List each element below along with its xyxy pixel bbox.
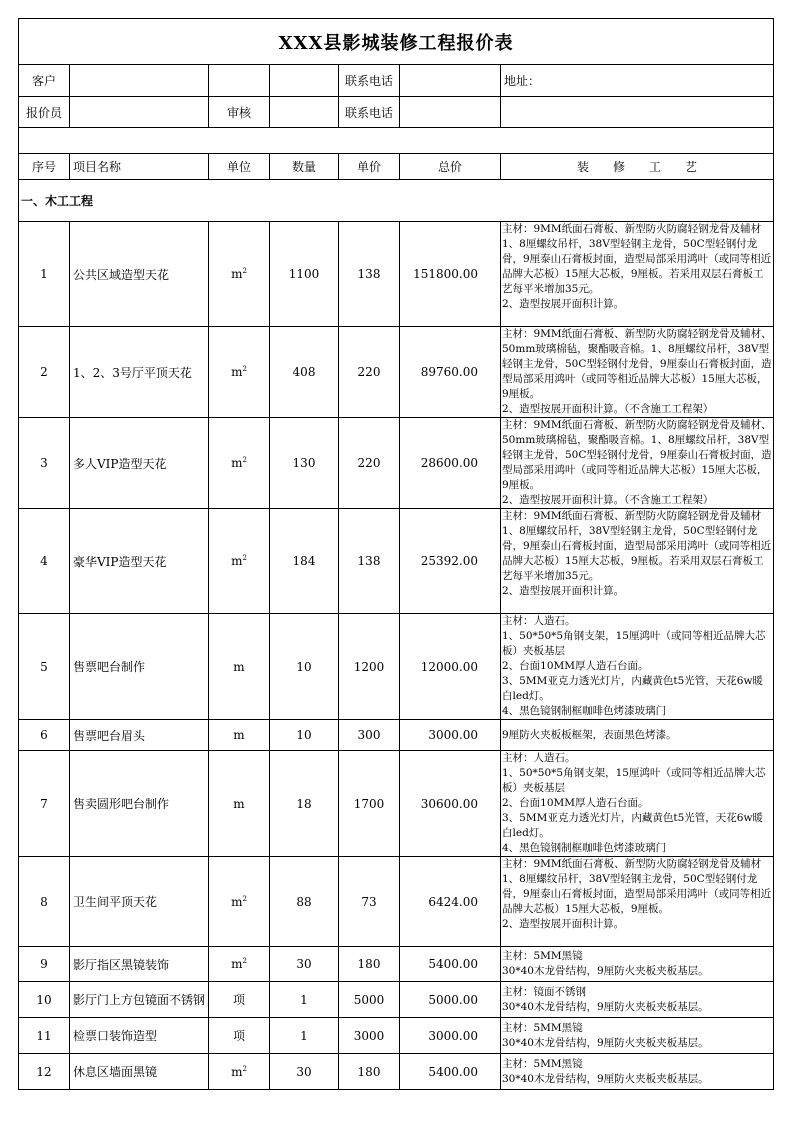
row-no: 9 xyxy=(19,947,70,982)
row-qty: 1 xyxy=(270,1018,339,1054)
row-price: 220 xyxy=(339,418,400,509)
row-name: 休息区墙面黑镜 xyxy=(70,1054,209,1090)
address-label: 地址： xyxy=(501,65,774,97)
table-row xyxy=(19,857,774,947)
row-total: 6424.00 xyxy=(400,857,501,947)
row-craft: 主材：5MM黑镜 30*40木龙骨结构，9厘防火夹板夹板基层。 xyxy=(501,947,774,982)
row-no: 4 xyxy=(19,509,70,614)
unit-superscript: 2 xyxy=(242,957,247,965)
customer-label: 客户 xyxy=(19,65,70,97)
header-name: 项目名称 xyxy=(70,154,209,180)
row-no: 8 xyxy=(19,857,70,947)
row-qty: 184 xyxy=(270,509,339,614)
quoter-value[interactable] xyxy=(70,97,209,128)
row-unit: $m^2$ xyxy=(209,947,270,982)
row-name: 多人VIP造型天花 xyxy=(70,418,209,509)
row-no: 6 xyxy=(19,720,70,751)
row-craft: 主材：9MM纸面石膏板、新型防火防腐轻钢龙骨及辅材 1、8厘螺纹吊杆，38V型轻钢主龙骨，50C型轻钢付龙骨，9厘泰山石膏板封面，造型局部采用鸿叶（或同等相近品牌大芯板）15厘大芯板，9厘板。 2、造型按展开面积计算。 xyxy=(501,857,774,947)
row-unit: 项 xyxy=(209,1018,270,1054)
row-price: 220 xyxy=(339,327,400,418)
row-craft: 主材：9MM纸面石膏板、新型防火防腐轻钢龙骨及辅材 1、8厘螺纹吊杆，38V型轻钢主龙骨，50C型轻钢付龙骨，9厘泰山石膏板封面，造型局部采用鸿叶（或同等相近品牌大芯板）15厘大芯板，9厘板。若采用双层石膏板工艺每平米增加35元。 2、造型按展开面积计算。 xyxy=(501,222,774,327)
row-craft: 主材：人造石。 1、50*50*5角钢支架，15厘鸿叶（或同等相近品牌大芯板）夹板基层 2、台面10MM厚人造石台面。 3、5MM亚克力透光灯片，内藏黄色t5光管，天花6w暖白led灯。 4、黑色镜钢制框咖啡色烤漆玻璃门 xyxy=(501,614,774,720)
quotation-sheet xyxy=(18,18,773,1090)
header-craft: 装 修 工 艺 xyxy=(501,154,774,180)
table-row xyxy=(19,614,774,720)
row-name: 售票吧台眉头 xyxy=(70,720,209,751)
phone-label-2: 联系电话 xyxy=(339,97,400,128)
row-price: 1200 xyxy=(339,614,400,720)
unit-superscript: 2 xyxy=(242,894,247,903)
row-unit: m xyxy=(209,751,270,857)
row-craft: 主材：镜面不锈钢 30*40木龙骨结构，9厘防火夹板夹板基层。 xyxy=(501,982,774,1018)
row-craft: 9厘防火夹板板框架，表面黑色烤漆。 xyxy=(501,720,774,751)
table-row xyxy=(19,1018,774,1054)
unit-superscript: 2 xyxy=(242,267,247,275)
row-no: 5 xyxy=(19,614,70,720)
row-unit: 项 xyxy=(209,982,270,1018)
row-no: 10 xyxy=(19,982,70,1018)
table-row xyxy=(19,222,774,327)
review-label: 审核 xyxy=(209,97,270,128)
table-row xyxy=(19,509,774,614)
row-unit: $m^2$ xyxy=(209,857,270,947)
row-unit: m xyxy=(209,614,270,720)
header-no: 序号 xyxy=(19,154,70,180)
row-qty: 88 xyxy=(270,857,339,947)
phone-label: 联系电话 xyxy=(339,65,400,97)
phone-value-2[interactable] xyxy=(400,97,501,128)
row-total: 30600.00 xyxy=(400,751,501,857)
row-price: 3000 xyxy=(339,1018,400,1054)
row-name: 公共区域造型天花 xyxy=(70,222,209,327)
row-no: 1 xyxy=(19,222,70,327)
spacer-row xyxy=(19,128,774,154)
header-price: 单价 xyxy=(339,154,400,180)
unit-superscript: 2 xyxy=(242,554,247,562)
row-name: 1、2、3号厅平顶天花 xyxy=(70,327,209,418)
row-craft: 主材：9MM纸面石膏板、新型防火防腐轻钢龙骨及辅材、50mm玻璃棉毡，聚酯吸音棉。1、8厘螺纹吊杆，38V型轻钢主龙骨，50C型轻钢付龙骨，9厘泰山石膏板封面，造型局部采用鸿叶（或同等相近品牌大芯板）15厘大芯板，9厘板。 2、造型按展开面积计算。（不含施工工程架） xyxy=(501,418,774,509)
row-craft: 主材：人造石。 1、50*50*5角钢支架，15厘鸿叶（或同等相近品牌大芯板）夹板基层 2、台面10MM厚人造石台面。 3、5MM亚克力透光灯片，内藏黄色t5光管，天花6w暖白led灯。 4、黑色镜钢制框咖啡色烤漆玻璃门 xyxy=(501,751,774,857)
row-qty: 10 xyxy=(270,720,339,751)
row-qty: 1 xyxy=(270,982,339,1018)
table-row xyxy=(19,751,774,857)
customer-extra[interactable] xyxy=(209,65,270,97)
row-total: 25392.00 xyxy=(400,509,501,614)
row-name: 豪华VIP造型天花 xyxy=(70,509,209,614)
row-qty: 30 xyxy=(270,947,339,982)
row-no: 7 xyxy=(19,751,70,857)
header-total: 总价 xyxy=(400,154,501,180)
row-total: 151800.00 xyxy=(400,222,501,327)
row-price: 73 xyxy=(339,857,400,947)
row-name: 售票吧台制作 xyxy=(70,614,209,720)
row-name: 影厅指区黑镜装饰 xyxy=(70,947,209,982)
table-row xyxy=(19,1054,774,1090)
unit-superscript: 2 xyxy=(242,456,247,464)
row-qty: 18 xyxy=(270,751,339,857)
table-row xyxy=(19,982,774,1018)
row-price: 138 xyxy=(339,509,400,614)
row-price: 180 xyxy=(339,1054,400,1090)
address-value[interactable] xyxy=(501,97,774,128)
phone-value[interactable] xyxy=(400,65,501,97)
row-unit: m xyxy=(209,720,270,751)
row-total: 3000.00 xyxy=(400,1018,501,1054)
table-row xyxy=(19,327,774,418)
row-craft: 主材：9MM纸面石膏板、新型防火防腐轻钢龙骨及辅材、50mm玻璃棉毡，聚酯吸音棉。1、8厘螺纹吊杆，38V型轻钢主龙骨，50C型轻钢付龙骨，9厘泰山石膏板封面，造型局部采用鸿叶（或同等相近品牌大芯板）15厘大芯板，9厘板。 2、造型按展开面积计算。（不含施工工程架） xyxy=(501,327,774,418)
row-unit: $m^2$ xyxy=(209,1054,270,1090)
row-qty: 10 xyxy=(270,614,339,720)
row-total: 5400.00 xyxy=(400,1054,501,1090)
row-price: 5000 xyxy=(339,982,400,1018)
row-no: 2 xyxy=(19,327,70,418)
row-no: 12 xyxy=(19,1054,70,1090)
table-row xyxy=(19,418,774,509)
row-unit: $m^2$ xyxy=(209,327,270,418)
row-craft: 主材：5MM黑镜 30*40木龙骨结构，9厘防火夹板夹板基层。 xyxy=(501,1018,774,1054)
row-qty: 30 xyxy=(270,1054,339,1090)
row-price: 1700 xyxy=(339,751,400,857)
row-total: 5400.00 xyxy=(400,947,501,982)
row-qty: 130 xyxy=(270,418,339,509)
quotation-table xyxy=(18,18,774,1090)
row-qty: 408 xyxy=(270,327,339,418)
customer-extra-2[interactable] xyxy=(270,65,339,97)
row-price: 138 xyxy=(339,222,400,327)
row-name: 卫生间平顶天花 xyxy=(70,857,209,947)
customer-value[interactable] xyxy=(70,65,209,97)
row-qty: 1100 xyxy=(270,222,339,327)
row-price: 180 xyxy=(339,947,400,982)
header-unit: 单位 xyxy=(209,154,270,180)
row-name: 售卖圆形吧台制作 xyxy=(70,751,209,857)
unit-superscript: 2 xyxy=(242,365,247,373)
table-row xyxy=(19,947,774,982)
section-title: 一、木工工程 xyxy=(19,180,774,222)
page-title: XXX县影城装修工程报价表 xyxy=(19,19,774,65)
row-total: 89760.00 xyxy=(400,327,501,418)
row-no: 3 xyxy=(19,418,70,509)
row-price: 300 xyxy=(339,720,400,751)
row-unit: $m^2$ xyxy=(209,418,270,509)
row-total: 28600.00 xyxy=(400,418,501,509)
row-craft: 主材：9MM纸面石膏板、新型防火防腐轻钢龙骨及辅材 1、8厘螺纹吊杆，38V型轻钢主龙骨，50C型轻钢付龙骨，9厘泰山石膏板封面，造型局部采用鸿叶（或同等相近品牌大芯板）15厘大芯板，9厘板。若采用双层石膏板工艺每平米增加35元。 2、造型按展开面积计算。 xyxy=(501,509,774,614)
header-qty: 数量 xyxy=(270,154,339,180)
row-no: 11 xyxy=(19,1018,70,1054)
row-name: 检票口装饰造型 xyxy=(70,1018,209,1054)
row-name: 影厅门上方包镜面不锈钢 xyxy=(70,982,209,1018)
row-craft: 主材：5MM黑镜 30*40木龙骨结构，9厘防火夹板夹板基层。 xyxy=(501,1054,774,1090)
unit-superscript: 2 xyxy=(242,1064,247,1073)
table-row xyxy=(19,720,774,751)
review-value[interactable] xyxy=(270,97,339,128)
quoter-label: 报价员 xyxy=(19,97,70,128)
row-total: 5000.00 xyxy=(400,982,501,1018)
row-total: 12000.00 xyxy=(400,614,501,720)
row-unit: $m^2$ xyxy=(209,222,270,327)
row-unit: $m^2$ xyxy=(209,509,270,614)
row-total: 3000.00 xyxy=(400,720,501,751)
